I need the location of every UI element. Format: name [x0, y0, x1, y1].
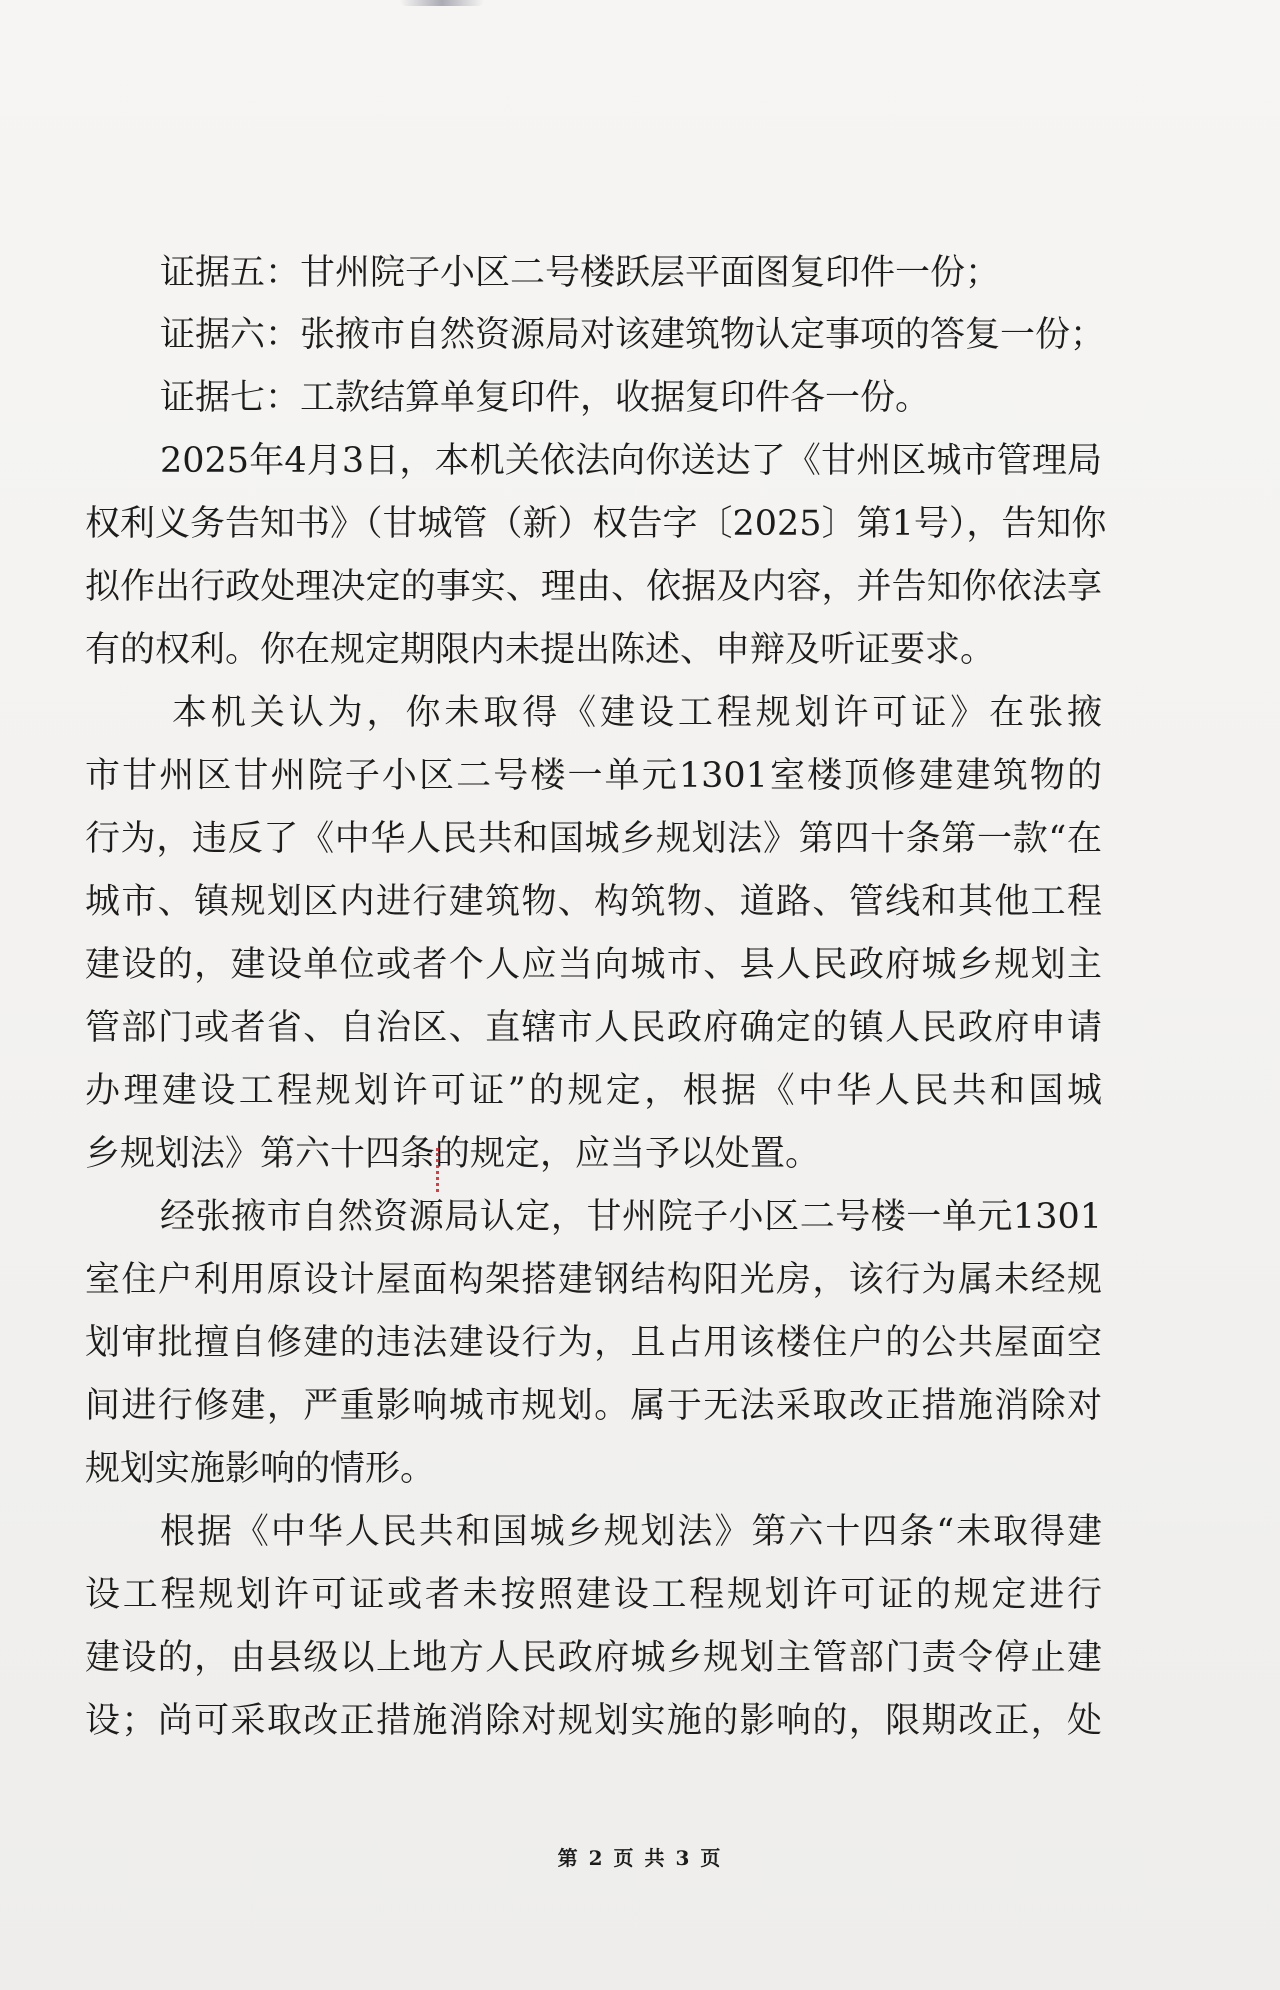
paragraph-line: 本机关认为，你未取得《建设工程规划许可证》在张掖 — [172, 693, 1102, 733]
evidence-5-line: 证据五：甘州院子小区二号楼跃层平面图复印件一份； — [160, 253, 1001, 293]
paragraph-line: 拟作出行政处理决定的事实、理由、依据及内容，并告知你依法享 — [85, 567, 1102, 607]
page-footer: 第 2 页 共 3 页 — [557, 1846, 723, 1870]
red-seal-mark — [436, 1148, 449, 1192]
paragraph-line: 市甘州区甘州院子小区二号楼一单元1301室楼顶修建建筑物的 — [85, 756, 1102, 796]
paragraph-line: 管部门或者省、自治区、直辖市人民政府确定的镇人民政府申请 — [85, 1008, 1102, 1048]
evidence-7-line: 证据七：工款结算单复印件，收据复印件各一份。 — [160, 378, 931, 418]
paragraph-line: 根据《中华人民共和国城乡规划法》第六十四条“未取得建 — [160, 1512, 1102, 1552]
paragraph-line: 划审批擅自修建的违法建设行为，且占用该楼住户的公共屋面空 — [85, 1323, 1102, 1363]
paragraph-line: 设工程规划许可证或者未按照建设工程规划许可证的规定进行 — [85, 1575, 1102, 1615]
paragraph-line: 办理建设工程规划许可证”的规定，根据《中华人民共和国城 — [85, 1071, 1102, 1111]
paragraph-line: 乡规划法》第六十四条的规定，应当予以处置。 — [85, 1134, 821, 1174]
paragraph-line: 权利义务告知书》（甘城管（新）权告字〔2025〕第1号），告知你 — [85, 504, 1107, 544]
scan-smudge — [400, 0, 484, 6]
paragraph-line: 设；尚可采取改正措施消除对规划实施的影响的，限期改正，处 — [85, 1701, 1102, 1741]
paragraph-line: 2025年4月3日，本机关依法向你送达了《甘州区城市管理局 — [160, 441, 1102, 481]
paragraph-line: 规划实施影响的情形。 — [85, 1449, 436, 1489]
paragraph-line: 行为，违反了《中华人民共和国城乡规划法》第四十条第一款“在 — [85, 819, 1102, 859]
paragraph-line: 建设的，由县级以上地方人民政府城乡规划主管部门责令停止建 — [85, 1638, 1102, 1678]
evidence-6-line: 证据六：张掖市自然资源局对该建筑物认定事项的答复一份； — [160, 315, 1106, 355]
paragraph-line: 间进行修建，严重影响城市规划。属于无法采取改正措施消除对 — [85, 1386, 1102, 1426]
paragraph-line: 有的权利。你在规定期限内未提出陈述、申辩及听证要求。 — [85, 630, 996, 670]
paragraph-line: 建设的，建设单位或者个人应当向城市、县人民政府城乡规划主 — [85, 945, 1102, 985]
paragraph-line: 城市、镇规划区内进行建筑物、构筑物、道路、管线和其他工程 — [85, 882, 1102, 922]
paragraph-line: 室住户利用原设计屋面构架搭建钢结构阳光房，该行为属未经规 — [85, 1260, 1102, 1300]
paragraph-line: 经张掖市自然资源局认定，甘州院子小区二号楼一单元1301 — [160, 1197, 1102, 1237]
